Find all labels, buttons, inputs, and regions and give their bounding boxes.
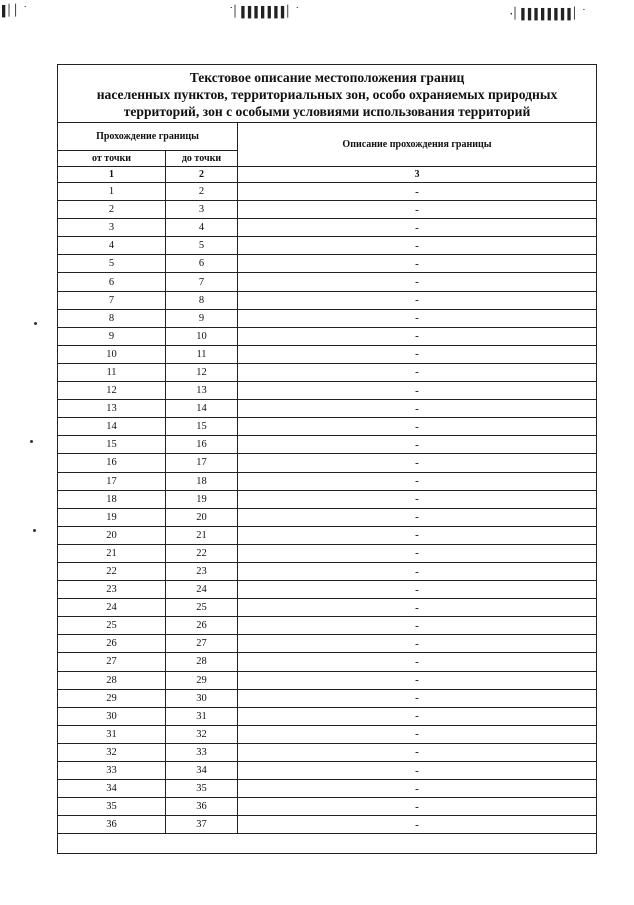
table-row (58, 762, 597, 780)
cell-from-point: 8 (58, 309, 166, 327)
header-boundary-passage: Прохождение границы (58, 123, 238, 151)
cell-from-point: 3 (58, 219, 166, 237)
cell-description: - (238, 490, 597, 508)
cell-from-point: 11 (58, 363, 166, 381)
cell-description: - (238, 237, 597, 255)
cell-to-point: 18 (166, 472, 238, 490)
cell-description: - (238, 653, 597, 671)
cell-to-point: 8 (166, 291, 238, 309)
cell-from-point: 23 (58, 581, 166, 599)
header-from-point: от точки (58, 151, 166, 167)
scan-speck (30, 440, 33, 443)
table-row (58, 508, 597, 526)
cell-to-point: 13 (166, 382, 238, 400)
cell-description: - (238, 635, 597, 653)
cell-to-point: 19 (166, 490, 238, 508)
cell-from-point: 13 (58, 400, 166, 418)
table-row (58, 653, 597, 671)
table-row (58, 599, 597, 617)
cell-from-point: 18 (58, 490, 166, 508)
cell-from-point: 25 (58, 617, 166, 635)
table-row (58, 490, 597, 508)
table-row (58, 345, 597, 363)
cell-from-point: 4 (58, 237, 166, 255)
table-row (58, 798, 597, 816)
table-row (58, 671, 597, 689)
cell-description: - (238, 816, 597, 834)
cell-description: - (238, 707, 597, 725)
table-row (58, 562, 597, 580)
cell-description: - (238, 418, 597, 436)
cell-to-point: 29 (166, 671, 238, 689)
cell-to-point: 21 (166, 526, 238, 544)
cell-from-point: 10 (58, 345, 166, 363)
cell-to-point: 16 (166, 436, 238, 454)
cell-to-point: 32 (166, 725, 238, 743)
cell-description: - (238, 436, 597, 454)
cell-description: - (238, 581, 597, 599)
table-row (58, 689, 597, 707)
table-row (58, 400, 597, 418)
table-row (58, 309, 597, 327)
cell-from-point: 32 (58, 743, 166, 761)
scan-speck (33, 529, 36, 532)
table-row (58, 526, 597, 544)
cell-description: - (238, 345, 597, 363)
cell-description: - (238, 454, 597, 472)
cell-from-point: 22 (58, 562, 166, 580)
cell-description: - (238, 544, 597, 562)
cell-from-point: 1 (58, 183, 166, 201)
cell-to-point: 31 (166, 707, 238, 725)
cell-description: - (238, 400, 597, 418)
cell-to-point: 11 (166, 345, 238, 363)
cell-to-point: 25 (166, 599, 238, 617)
cell-to-point: 37 (166, 816, 238, 834)
cell-to-point: 12 (166, 363, 238, 381)
cell-from-point: 12 (58, 382, 166, 400)
cell-to-point: 15 (166, 418, 238, 436)
cell-description: - (238, 255, 597, 273)
cell-to-point: 10 (166, 327, 238, 345)
column-number: 2 (166, 167, 238, 183)
cell-description: - (238, 219, 597, 237)
table-row (58, 273, 597, 291)
table-row (58, 291, 597, 309)
scan-speck (34, 322, 37, 325)
table-row (58, 725, 597, 743)
cell-from-point: 28 (58, 671, 166, 689)
cell-description: - (238, 309, 597, 327)
cell-from-point: 30 (58, 707, 166, 725)
table-row (58, 635, 597, 653)
scan-artifact-top-right: ·▏▌▌▌▌▌▌▌▌▏˙ (508, 9, 588, 21)
cell-description: - (238, 363, 597, 381)
table-row (58, 219, 597, 237)
cell-from-point: 26 (58, 635, 166, 653)
table-row (58, 382, 597, 400)
cell-from-point: 14 (58, 418, 166, 436)
cell-description: - (238, 526, 597, 544)
table-row (58, 255, 597, 273)
cell-to-point: 22 (166, 544, 238, 562)
cell-to-point: 7 (166, 273, 238, 291)
cell-to-point: 5 (166, 237, 238, 255)
cell-from-point: 33 (58, 762, 166, 780)
table-row (58, 617, 597, 635)
cell-description: - (238, 273, 597, 291)
cell-from-point: 2 (58, 201, 166, 219)
cell-to-point: 28 (166, 653, 238, 671)
cell-description: - (238, 327, 597, 345)
table-row (58, 436, 597, 454)
table-row (58, 237, 597, 255)
cell-description: - (238, 671, 597, 689)
cell-description: - (238, 201, 597, 219)
title-line: населенных пунктов, территориальных зон, особо охраняемых природных (96, 87, 558, 102)
cell-from-point: 19 (58, 508, 166, 526)
table-row (58, 454, 597, 472)
column-number: 3 (238, 167, 597, 183)
cell-to-point: 36 (166, 798, 238, 816)
cell-description: - (238, 798, 597, 816)
cell-description: - (238, 725, 597, 743)
cell-from-point: 16 (58, 454, 166, 472)
cell-to-point: 4 (166, 219, 238, 237)
cell-description: - (238, 689, 597, 707)
table-row (58, 780, 597, 798)
cell-to-point: 26 (166, 617, 238, 635)
document-frame (57, 64, 597, 854)
cell-description: - (238, 183, 597, 201)
table-row (58, 327, 597, 345)
cell-from-point: 5 (58, 255, 166, 273)
cell-description: - (238, 291, 597, 309)
cell-description: - (238, 780, 597, 798)
document-title (58, 65, 596, 123)
cell-to-point: 35 (166, 780, 238, 798)
cell-description: - (238, 382, 597, 400)
cell-description: - (238, 617, 597, 635)
cell-from-point: 15 (58, 436, 166, 454)
cell-description: - (238, 762, 597, 780)
column-number: 1 (58, 167, 166, 183)
cell-description: - (238, 599, 597, 617)
header-description: Описание прохождения границы (238, 123, 597, 167)
title-line: территорий, зон с особыми условиями использования территорий (123, 104, 531, 119)
cell-to-point: 27 (166, 635, 238, 653)
table-row (58, 816, 597, 834)
cell-to-point: 3 (166, 201, 238, 219)
cell-from-point: 20 (58, 526, 166, 544)
table-row (58, 363, 597, 381)
cell-from-point: 21 (58, 544, 166, 562)
cell-description: - (238, 562, 597, 580)
cell-to-point: 6 (166, 255, 238, 273)
cell-to-point: 9 (166, 309, 238, 327)
cell-to-point: 20 (166, 508, 238, 526)
cell-to-point: 24 (166, 581, 238, 599)
cell-description: - (238, 508, 597, 526)
title-line: Текстовое описание местоположения границ (189, 70, 465, 85)
cell-from-point: 35 (58, 798, 166, 816)
table-row (58, 707, 597, 725)
cell-to-point: 30 (166, 689, 238, 707)
cell-from-point: 9 (58, 327, 166, 345)
cell-description: - (238, 472, 597, 490)
cell-from-point: 31 (58, 725, 166, 743)
cell-to-point: 14 (166, 400, 238, 418)
cell-from-point: 6 (58, 273, 166, 291)
cell-to-point: 2 (166, 183, 238, 201)
cell-to-point: 34 (166, 762, 238, 780)
table-row (58, 201, 597, 219)
table-row (58, 581, 597, 599)
scan-artifact-top-center: ˙▏▌▌▌▌▌▌▌▏˙ (228, 7, 301, 19)
boundary-table (57, 122, 597, 834)
cell-to-point: 33 (166, 743, 238, 761)
cell-to-point: 17 (166, 454, 238, 472)
header-to-point: до точки (166, 151, 238, 167)
cell-from-point: 36 (58, 816, 166, 834)
scan-artifact-top-left: ▌▏▏˙ (2, 6, 29, 18)
cell-from-point: 17 (58, 472, 166, 490)
cell-from-point: 27 (58, 653, 166, 671)
cell-from-point: 7 (58, 291, 166, 309)
table-row (58, 544, 597, 562)
cell-from-point: 34 (58, 780, 166, 798)
table-row (58, 418, 597, 436)
table-row (58, 183, 597, 201)
cell-to-point: 23 (166, 562, 238, 580)
table-row (58, 472, 597, 490)
cell-from-point: 24 (58, 599, 166, 617)
cell-from-point: 29 (58, 689, 166, 707)
table-row (58, 743, 597, 761)
cell-description: - (238, 743, 597, 761)
